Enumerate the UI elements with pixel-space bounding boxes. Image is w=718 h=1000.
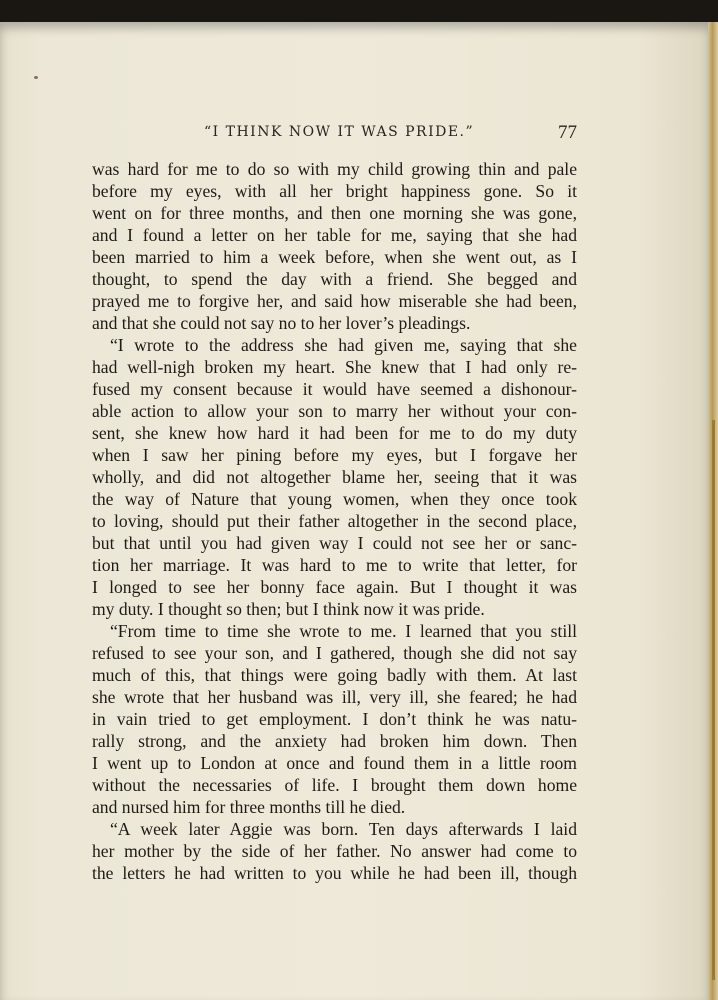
text-line: before my eyes, with all her bright happiness gone. So it — [92, 181, 577, 201]
text-line: “I wrote to the address she had given me, saying that she — [110, 335, 577, 355]
paper-speck — [34, 76, 38, 79]
text-line: her mother by the side of her father. No answer had come to — [92, 841, 577, 861]
text-line: rally strong, and the anxiety had broken him down. Then — [92, 731, 577, 751]
text-line: and I found a letter on her table for me, saying that she had — [92, 225, 577, 245]
page-header — [92, 124, 577, 148]
text-line: much of this, that things were going badly with them. At last — [92, 665, 577, 685]
text-line: sent, she knew how hard it had been for me to do my duty — [92, 423, 577, 443]
text-line: but that until you had given way I could not see her or sanc- — [92, 533, 577, 553]
text-line: in vain tried to get employment. I don’t think he was natu- — [92, 709, 577, 729]
text-line: my duty. I thought so then; but I think now it was pride. — [92, 599, 485, 619]
text-line: wholly, and did not altogether blame her, seeing that it was — [92, 467, 577, 487]
text-line: thought, to spend the day with a friend. She begged and — [92, 269, 577, 289]
text-line: went on for three months, and then one morning she was gone, — [92, 203, 577, 223]
text-line: and nursed him for three months till he died. — [92, 797, 406, 817]
text-line: when I saw her pining before my eyes, but I forgave her — [92, 445, 577, 465]
text-line: had well-nigh broken my heart. She knew that I had only re- — [92, 357, 577, 377]
text-line: she wrote that her husband was ill, very ill, she feared; he had — [92, 687, 577, 707]
text-line: able action to allow your son to marry her without your con- — [92, 401, 577, 421]
page-number: 77 — [558, 122, 577, 143]
text-line: prayed me to forgive her, and said how miserable she had been, — [92, 291, 577, 311]
text-line: tion her marriage. It was hard to me to write that letter, for — [92, 555, 577, 575]
text-line: the letters he had written to you while he had been ill, though — [92, 863, 577, 883]
text-line: I went up to London at once and found them in a little room — [92, 753, 577, 773]
text-line: fused my consent because it would have seemed a dishonour- — [92, 379, 577, 399]
running-title: “I THINK NOW IT WAS PRIDE.” — [204, 124, 475, 140]
text-line: been married to him a week before, when she went out, as I — [92, 247, 577, 267]
text-line: was hard for me to do so with my child growing thin and pale — [92, 159, 577, 179]
text-line: the way of Nature that young women, when they once took — [92, 489, 577, 509]
text-line: refused to see your son, and I gathered, though she did not say — [92, 643, 577, 663]
body-text — [92, 158, 577, 884]
text-line: and that she could not say no to her lover’s pleadings. — [92, 313, 471, 333]
book-edge-shadow — [712, 420, 715, 980]
text-line: I longed to see her bonny face again. But I thought it was — [92, 577, 577, 597]
text-line: without the necessaries of life. I brought them down home — [92, 775, 577, 795]
text-line: to loving, should put their father altogether in the second place, — [92, 511, 577, 531]
text-line: “A week later Aggie was born. Ten days afterwards I laid — [110, 819, 577, 839]
text-line: “From time to time she wrote to me. I learned that you still — [110, 621, 577, 641]
